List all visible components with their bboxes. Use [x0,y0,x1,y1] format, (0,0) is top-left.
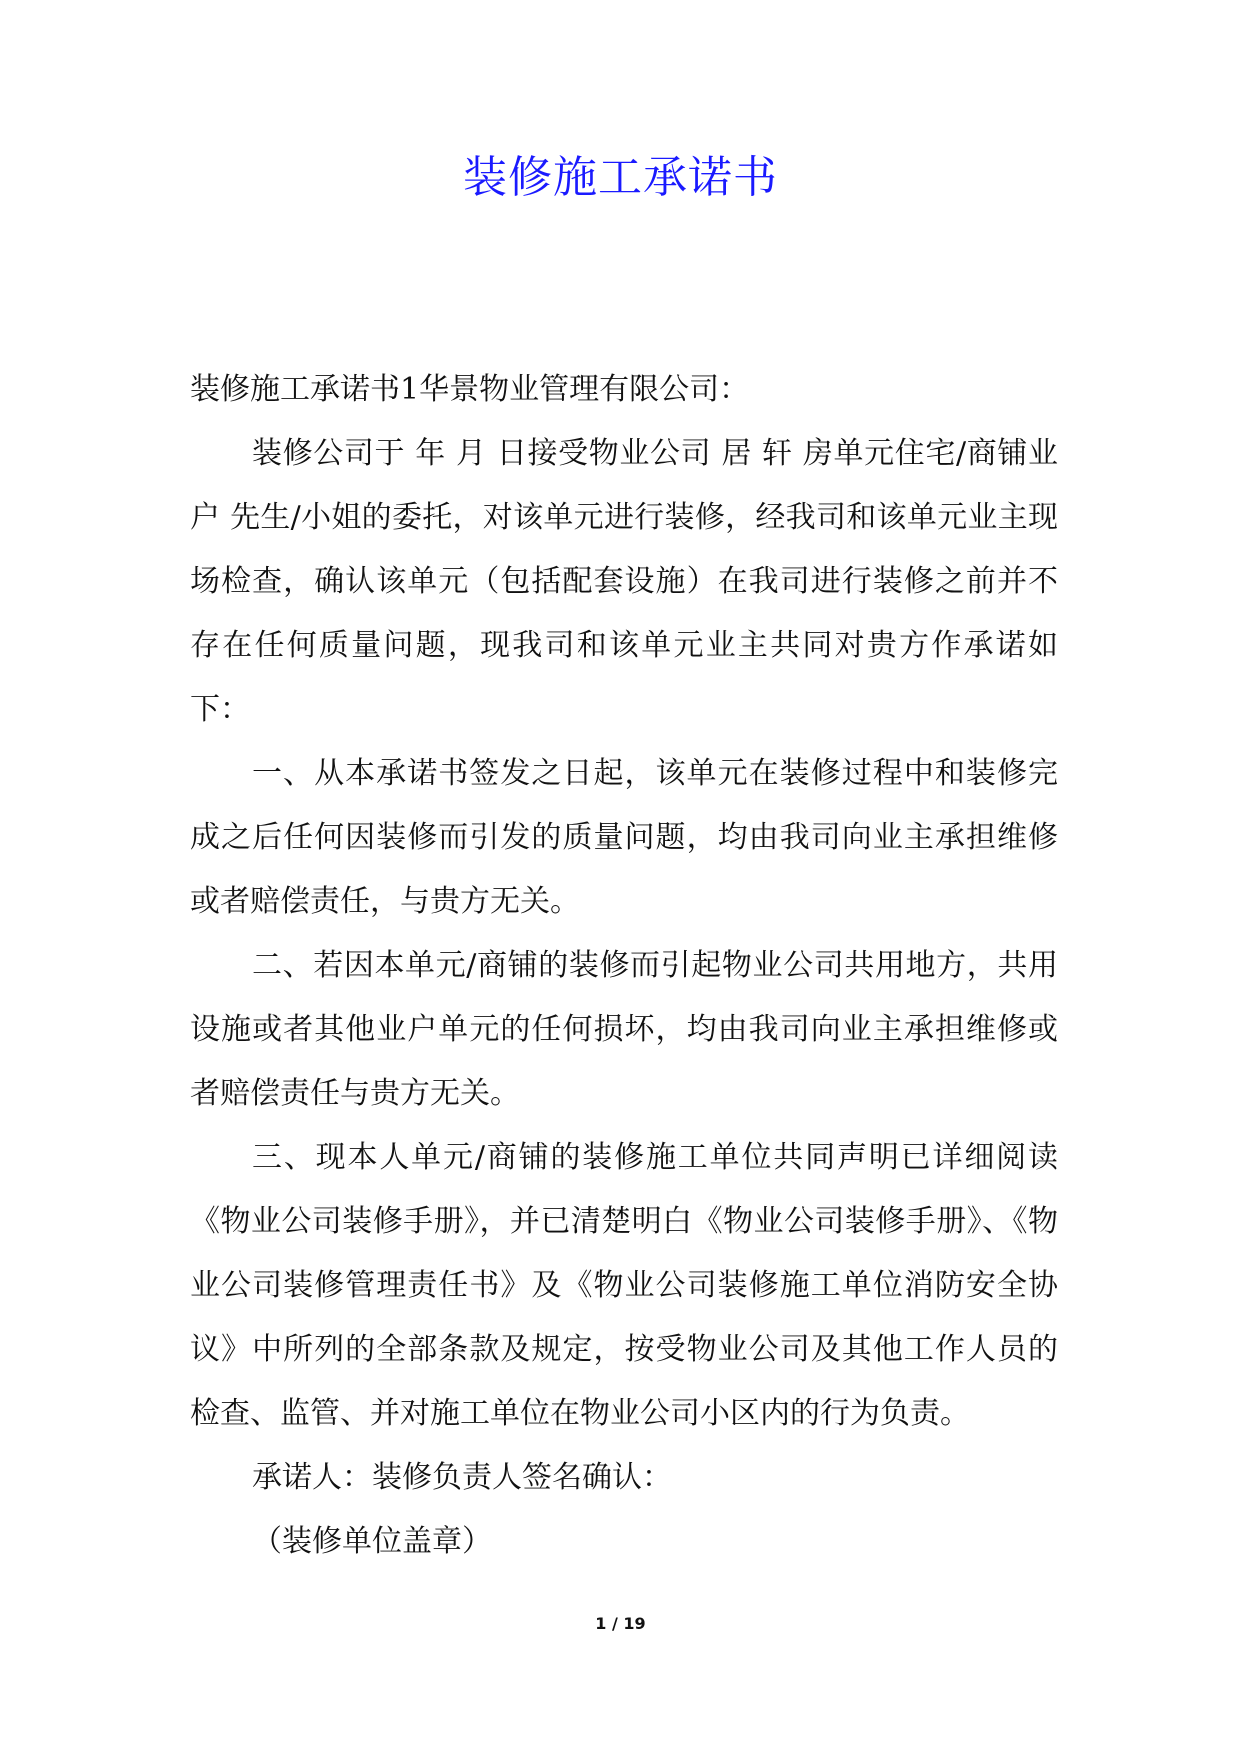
paragraph-clause-2: 二、若因本单元/商铺的装修而引起物业公司共用地方，共用设施或者其他业户单元的任何损坏，均由我司向业主承担维修或者赔偿责任与贵方无关。 [190,948,1058,1111]
paragraph-clause-3: 三、现本人单元/商铺的装修施工单位共同声明已详细阅读《物业公司装修手册》，并已清楚明白《物业公司装修手册》、《物业公司装修管理责任书》及《物业公司装修施工单位消防安全协议》中所列的全部条款及规定，按受物业公司及其他工作人员的检查、监管、并对施工单位在物业公司小区内的行为负责。 [190,1140,1058,1431]
seal-line: （装修单位盖章） [252,1524,492,1559]
paragraph-intro: 装修公司于 年 月 日接受物业公司 居 轩 房单元住宅/商铺业户 先生/小姐的委托，对该单元进行装修，经我司和该单元业主现场检查，确认该单元（包括配套设施）在我司进行装修之前并不存在任何质量问题，现我司和该单元业主共同对贵方作承诺如下： [190,436,1058,727]
signature-line: 承诺人：装修负责人签名确认： [252,1460,672,1495]
addressee-line: 装修施工承诺书1华景物业管理有限公司： [190,372,750,407]
document-body [190,358,1058,1574]
paragraph-clause-1: 一、从本承诺书签发之日起，该单元在装修过程中和装修完成之后任何因装修而引发的质量问题，均由我司向业主承担维修或者赔偿责任，与贵方无关。 [190,756,1058,919]
document-title: 装修施工承诺书 [463,152,778,203]
page-number: 1 / 19 [595,1614,646,1633]
